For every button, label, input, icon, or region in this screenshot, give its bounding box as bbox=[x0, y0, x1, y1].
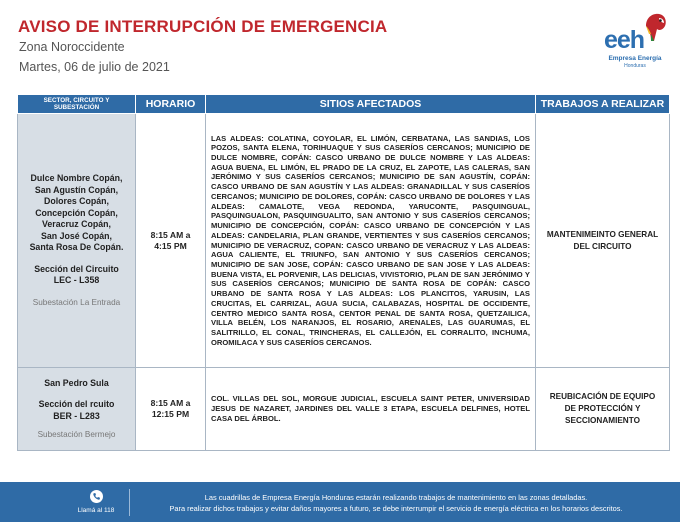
date-label: Martes, 06 de julio de 2021 bbox=[19, 60, 170, 74]
circuit-label: Sección del rcuito BER - L283 bbox=[38, 399, 115, 421]
logo-subtitle: Empresa Energía bbox=[608, 55, 662, 62]
table-row bbox=[18, 114, 670, 368]
page-title: AVISO DE INTERRUPCIÓN DE EMERGENCIA bbox=[18, 17, 388, 36]
substation-label: Subestación Bermejo bbox=[37, 430, 116, 439]
header-sites: SITIOS AFECTADOS bbox=[206, 95, 536, 114]
logo-country: Honduras bbox=[624, 63, 646, 69]
work-cell: REUBICACIÓN DE EQUIPO DE PROTECCIÓN Y SECCIONAMIENTO bbox=[536, 368, 670, 451]
work-cell: MANTENIMEINTO GENERAL DEL CIRCUITO bbox=[536, 114, 670, 368]
header-schedule: HORARIO bbox=[136, 95, 206, 114]
footer-divider bbox=[129, 489, 130, 516]
parrot-icon bbox=[642, 12, 668, 42]
sector-cell bbox=[18, 114, 136, 368]
interruption-table bbox=[17, 94, 670, 451]
substation-label: Subestación La Entrada bbox=[32, 297, 121, 307]
header-work: TRABAJOS A REALIZAR bbox=[536, 95, 670, 114]
schedule-cell: 8:15 AM a 12:15 PM bbox=[136, 368, 206, 451]
footer-message bbox=[136, 493, 656, 514]
circuit-label: Sección del Circuito LEC - L358 bbox=[34, 263, 119, 285]
phone-label: Llamá al 118 bbox=[77, 507, 115, 514]
sites-cell: COL. VILLAS DEL SOL, MORGUE JUDICIAL, ESCUELA SAINT PETER, UNIVERSIDAD JESUS DE NAZARET, JARDINES DEL VALLE 3 ETAPA, ESCUELA DELFINES, HOTEL CASA DEL ÁRBOL. bbox=[206, 368, 536, 451]
sector-locations: Dulce Nombre Copán, San Agustín Copán, Dolores Copán, Concepción Copán, Veracruz Copán, San José Copán, Santa Rosa De Copán. bbox=[29, 173, 124, 252]
table-header-row bbox=[18, 95, 670, 114]
logo-text: eeh bbox=[604, 26, 645, 54]
schedule-cell: 8:15 AM a 4:15 PM bbox=[136, 114, 206, 368]
table-row bbox=[18, 368, 670, 451]
zone-label: Zona Noroccidente bbox=[19, 40, 125, 54]
sector-cell bbox=[18, 368, 136, 451]
sites-cell: LAS ALDEAS: COLATINA, COYOLAR, EL LIMÓN, CERBATANA, LAS SANDIAS, LOS POZOS, SANTA ELENA, TORIHUAQUE Y SUS CASERÍOS CERCANOS; MUNICIPIO DE DULCE NOMBRE, COPÁN: CASCO URBANO DE DULCE NOMBRE Y LAS ALDEAS: AGUA BUENA, EL LIMÓN, EL PRADO DE LA CRUZ, EL ZAPOTE, LAS CALERAS, SAN JERÓNIMO Y SUS CASERÍOS CERCANOS; MUNICIPIO DE SAN AGUSTÍN, COPÁN: CASCO URBANO DE SAN AGUSTÍN Y LAS ALDEAS: GRANADILLAL Y SUS CASERÍOS CERCANOS; MUNICIPIO DE DOLORES, COPÁN: CASCO URBANO DE DOLORES Y LAS ALDEAS: CAMALOTE, VEGA REDONDA, YARUCONTE, PASQUINGUAL, PASQUINGUALON, PASQUINGUALITO, SAN ANTONIO Y SUS CASERÍOS CERCANOS; MUNICIPIO DE CONCEPCIÓN, COPÁN: CASCO URBANO DE CONCEPCIÓN Y LAS ALDEAS: CANDELARIA, PLAN GRANDE, VERTIENTES Y SUS CASERÍOS CERCANOS; MUNICIPIO DE VERACRUZ, COPAN: CASCO URBANO DE VERACRUZ Y LAS ALDEAS: AGUA CALIENTE, EL TRIUNFO, SAN ANTONIO Y SUS CASERÍOS CERCANOS; MUNICIPIO DE SAN JOSE, COPÁN: CASCO URBANO DE SAN JOSE Y LAS ALDEAS: BUENA VISTA, EL PORVENIR, LAS DELICIAS, VIVISTORIO, PLAN DE SAN JERÓNIMO Y SUS CASERÍOS CERCANOS; MUNICIPIO DE SANTA ROSA DE COPÁN: CASCO URBANO DE SANTA ROSA Y LAS ALDEAS: LOS PLANCITOS, YARUSIN, LAS CRUCITAS, EL CARRIZAL, AGUA SUCIA, CALABAZAS, HOSPITAL DE OCCIDENTE, CENTRO MEDICO SANTA ROSA, CENTOR PENAL DE SANTA ROSA, QUETZAILICA, VILLA BELÉN, LOS NARANJOS, EL ROSARIO, ARENALES, LAS GUARUMAS, EL SALITRILLO, EL CONAL, TRINCHERAS, EL CALLEJÓN, EL CORRALITO, INCHUMA, OROMILACA Y SUS CASERÍOS CERCANOS. bbox=[206, 114, 536, 368]
footer-line-2: Para realizar dichos trabajos y evitar daños mayores a futuro, se debe interrumpir el servicio de energía eléctrica en los horarios descritos. bbox=[169, 503, 623, 513]
footer-bar bbox=[0, 482, 680, 522]
header-sector: SECTOR, CIRCUITO Y SUBESTACIÓN bbox=[18, 95, 136, 114]
page-header bbox=[0, 0, 680, 92]
footer-line-1: Las cuadrillas de Empresa Energía Honduras estarán realizando trabajos de mantenimiento en las zonas detalladas. bbox=[204, 493, 588, 502]
eeh-logo bbox=[598, 12, 670, 74]
sector-locations: San Pedro Sula bbox=[44, 377, 109, 388]
phone-icon bbox=[90, 490, 103, 503]
